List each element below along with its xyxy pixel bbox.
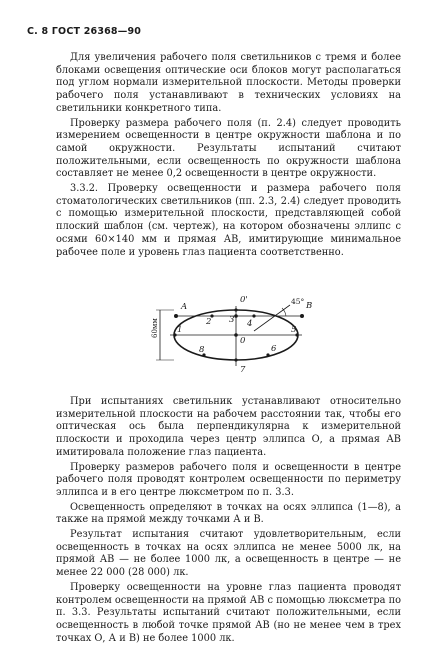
ellipse-template-diagram: [150, 292, 320, 380]
label-o: 0: [240, 336, 246, 346]
dimension-label: 60мм: [151, 318, 159, 338]
label-o-prime: 0': [240, 295, 248, 305]
label-point-5: 5: [291, 325, 297, 335]
label-point-4: 4: [247, 319, 253, 329]
text-block-top: [56, 52, 401, 259]
label-point-8: 8: [199, 345, 205, 355]
paragraph: Результат испытания считают удовлетворительным, если освещенность в точках на осях эллипса не менее 5000 лк, на прямой АВ — не более 1000 лк, а освещенность в центре — не менее 22 000 (28 000) лк.: [56, 529, 401, 579]
point-o: [234, 333, 238, 337]
paragraph: Для увеличения рабочего поля светильников с тремя и более блоками освещения оптические оси блоков могут располагаться под углом нормали измерительной плоскости. Методы проверки рабочего поля устанавливают в технических условиях на светильники конкретного типа.: [56, 52, 401, 114]
label-point-2: 2: [206, 317, 212, 327]
paragraph: Проверку освещенности на уровне глаз пациента проводят контролем освещенности на прямой АВ с помощью люксметра по п. 3.3. Результаты испытаний считают положительными, если освещенность в любой точке прямой АВ (но не менее чем в трех точках О, А и В) не более 1000 лк.: [56, 581, 401, 644]
paragraph: Освещенность определяют в точках на осях эллипса (1—8), а также на прямой между точками А и В.: [56, 501, 401, 526]
label-point-3: 3: [229, 315, 235, 325]
paragraph: При испытаниях светильник устанавливают относительно измерительной плоскости на рабочем расстоянии так, чтобы его оптическая ось была перпендикулярна к измерительной плоскости и проходила через центр эллипса О, а прямая АВ имитировала положение глаз пациента.: [56, 396, 401, 458]
point-7: [234, 358, 237, 361]
paragraph: 3.3.2. Проверку освещенности и размера рабочего поля стоматологических светильников (пп. 2.3, 2.4) следует проводить с помощью измерительной плоскости, представляющей собой плоский шаблон (см. чертеж), на котором обозначены эллипс с осями 60×140 мм и прямая АВ, имитирующие минимальное рабочее поле и уровень глаз пациента соответственно.: [56, 183, 401, 258]
paragraph: Проверку размера рабочего поля (п. 2.4) следует проводить измерением освещенности в центре окружности шаблона и по самой окружности. Результаты испытаний считают положительными, если освещенность по окружности шаблона составляет не менее 0,2 освещенности в центре окружности.: [56, 117, 401, 180]
paragraph: Проверку размеров рабочего поля и освещенности в центре рабочего поля проводят контролем освещенности по периметру эллипса и в его центре люксметром по п. 3.3.: [56, 461, 401, 498]
label-angle: 45°: [291, 297, 305, 306]
point-a: [174, 314, 178, 318]
point-3: [234, 308, 237, 311]
label-point-1: 1: [177, 325, 183, 335]
label-point-7: 7: [240, 365, 246, 375]
label-point-6: 6: [271, 344, 277, 354]
point-o-prime: [234, 314, 238, 318]
diagonal-line: [254, 305, 290, 331]
label-a: A: [181, 302, 188, 312]
page-header: С. 8 ГОСТ 26368—90: [27, 26, 142, 37]
point-6: [266, 353, 269, 356]
point-4: [252, 314, 255, 317]
point-b: [300, 314, 304, 318]
label-b: B: [306, 301, 313, 311]
text-block-bottom: [56, 396, 401, 645]
